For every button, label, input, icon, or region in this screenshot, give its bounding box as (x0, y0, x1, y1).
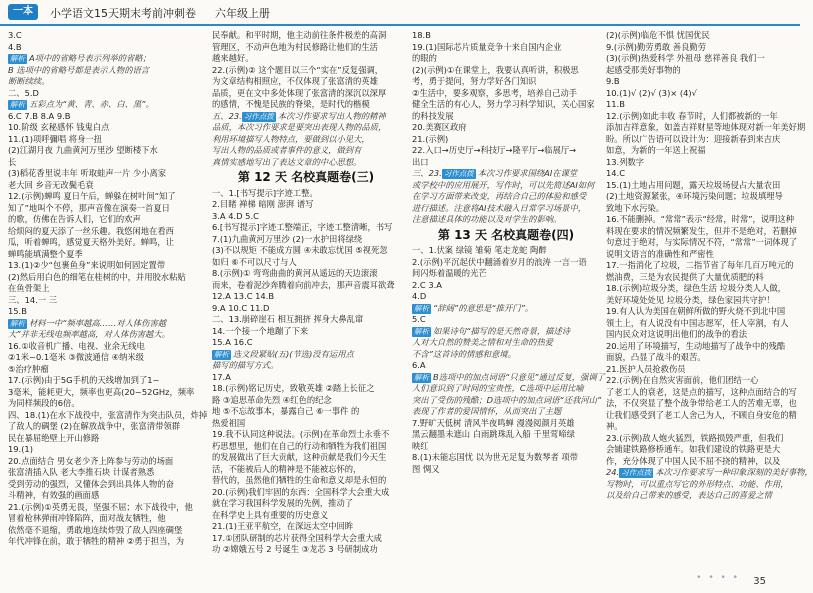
answer-text: B选项中的加点词语“只意见”通过反复，强调了 (433, 371, 605, 382)
answer-line: 料现在要求的情况频繁发生，但并不是绝对，若删掉 (606, 225, 797, 236)
answer-line: 长 (8, 156, 17, 167)
answer-line: 考，勇于提问，努力学好各门知识 (412, 76, 537, 86)
answer-line: 人对大自然的赞美之情和对生命的热爱 (412, 337, 554, 347)
answer-line: 管理区，不动声色地为村民修路让他们的生活 (212, 41, 378, 52)
answer-line: 健全生活的有心人，努力学习科学知识，关心国家 (412, 99, 595, 109)
answer-line: 四、18.(1)在水下战役中，张富清作为突击队员，炸掉 (8, 409, 208, 420)
answer-line: (2)(示例)临危不惧 忧国优民 (606, 30, 710, 40)
answer-line: 注意描述具体的功能以及对学生的影响。 (412, 214, 562, 224)
answer-line: 11.B (606, 99, 625, 109)
answer-line: 21.(示例) (412, 133, 449, 144)
answer-line: 句意过于绝对，与实际情况不符，“常常”一词体现了 (606, 237, 798, 247)
answer-line: 在学习方面带来改变，再结合自己的体验和感受 (412, 191, 587, 201)
answer-line: 18.B (412, 30, 431, 40)
answer-line: 在科学史上具有重要的历史意义 (212, 509, 329, 520)
answer-line: 6.C 7.B 8.A 9.B (8, 110, 71, 121)
answer-line (412, 326, 600, 338)
day-heading: 第 13 天 名校真题卷(四) (437, 227, 575, 242)
answer-line: ②生活中，要多观察，多思考，培养自己动手 (412, 87, 578, 98)
answer-text: 选文段紧贴(五)(节选)没有运用点 (233, 348, 354, 359)
answer-line: 2.C 3.A (412, 279, 442, 290)
answer-line: 会铺建铁路修桥通车。如我们建设的铁路更是大 (606, 444, 781, 454)
answer-number: 三、23. (412, 168, 442, 178)
day-heading: 第 12 天 名校真题卷(三) (237, 170, 375, 184)
answer-line: 三、14.一 三 (8, 294, 58, 305)
answer-line: 二、13.崩碎崖石 相互拥挤 挥身大鼻乱窜 (212, 314, 364, 324)
grade-label: 六年级上册 (215, 7, 270, 20)
answer-line: 表现了作者的爱国情怀，从而突出了主题 (412, 406, 562, 416)
answer-line: 写物时，可以重点写它的外形特点、功能、作用， (606, 478, 789, 489)
answer-line: 18.(示例)垃圾分类，绿色生活 垃圾分类人人做， (606, 283, 786, 293)
answer-line: 就在学习我国科学发展的先例，推动了 (212, 498, 354, 508)
answer-line: 15.A 16.C (212, 337, 253, 347)
answer-line: 描写的描写方式。 (212, 360, 279, 370)
answer-line: 或学校中的应用展开，写作时，可以先简述AI如何 (412, 179, 595, 190)
answer-number: 24. (606, 467, 620, 477)
answer-line: 12.(示例)如此丰收 春节时，人们都被新的一年 (606, 110, 778, 121)
answer-line (412, 303, 600, 315)
answer-line: 的歌，仿佛在告诉人们，它们的欢声 (8, 214, 141, 224)
answer-line: 燃油费，三是为农民提供了大量优质肥的料 (606, 271, 764, 282)
answer-line: 盼。所以广告语可以设计为：迎接新春到来吉庆 (606, 133, 781, 144)
answer-line: 知了”地叫个不停，那声音像在演奏一首夏日 (8, 202, 170, 213)
answer-line: ⑤治疗肿瘤 (8, 363, 49, 374)
answer-line: 4.D (412, 291, 427, 301)
answer-line: 国内民众对这说明出他们的战争的看法 (606, 329, 748, 339)
answer-line: 3.A 4.D 5.C (212, 210, 259, 221)
analysis-tag: 解析 (10, 100, 25, 109)
answer-line: 8.(示例)① 弯弯曲曲的黄河从遥远的天边滚滚 (212, 268, 378, 278)
answer-text: 五彩点为“黄、青、赤、白、黑”。 (29, 99, 154, 109)
answer-column-2 (212, 30, 400, 570)
answer-text: 如果诗句“描写的是天然奇景，描述诗 (433, 325, 571, 336)
answer-line: 20.点面结合 男女老少齐上阵参与劳动的场面 (8, 455, 174, 466)
answer-line: 以及给自己带来的感受，表达自己的喜爱之情 (606, 490, 772, 500)
answer-line: 突出了受伤的残酷；D选项中的加点词语“还我河山” (412, 394, 602, 405)
answer-line: 16.不能删掉。“常常”表示“经常，时常”，说明这种 (606, 214, 795, 224)
answer-line: 进行描述。注意将AI技术融入日常学习场景中， (412, 202, 587, 213)
answer-line: 9.B (606, 76, 620, 86)
answer-line: 功 ②嫦娥五号 2 号诞生 ③龙芯 3 号研制成功 (212, 544, 378, 554)
analysis-tag: 解析 (214, 349, 229, 359)
answer-line: 如意，为新的一年送上祝福 (606, 145, 706, 155)
answer-text: 材料一中“频率越高……对人体伤害越 (29, 317, 167, 328)
answer-line: 张富清插入队 老大李推石块 计谋者熟悉 (8, 467, 155, 477)
answer-line: 替代的，虽然他们牺牲的生命和意义却是永恒的 (212, 475, 387, 485)
answer-line: 热爱祖国 (212, 417, 246, 428)
answer-line: 20.运用了环境描写，生动地描写了战争中的残酷 (606, 340, 786, 351)
answer-line: 13.列数字 (606, 156, 645, 167)
answer-line: 民在暴屈绝壁上开山修路 (8, 432, 100, 443)
answer-line: 14.C (606, 168, 625, 178)
answer-number: 五、23. (212, 110, 242, 121)
answer-line: 6.[书写提示]字迹工整端正，字迹工整清晰，书写 (212, 222, 393, 232)
answer-line: 11.(1)项呼彌唱 将身一扭 (8, 133, 102, 144)
answer-text: 本次习作要求围绕AI在课堂 (477, 168, 578, 178)
answer-line: 10.阶级 玄秘感怀 钱鬼白点 (8, 122, 110, 132)
answer-line: 真情实感地写出了表达文章的中心思想。 (212, 156, 362, 167)
answer-line: 7.野旷天低树 清风半夜鸣蝉 漫漫阅颜月英雄 (412, 417, 575, 428)
answer-line: 8.(1)未能忘国忧 以为世无足复为数琴者 项带 (412, 452, 578, 462)
answer-line: 民奉献。和平时期，他主动前往条件极差的高洞 (212, 30, 387, 40)
analysis-tag: 习作点拨 (621, 468, 652, 477)
answer-line: 9.(示例)勤劳勇敢 善良勤劳 (606, 41, 706, 52)
answer-line: 2.(示例)平沉起伏中翻涌着岁月的浪涛 一言一语 (412, 256, 587, 267)
answer-line: 受到劳动的强烈，又懂体会到出具体人物的奋 (8, 478, 174, 489)
answer-line: 2.目睹 禅梯 暗刚 澎湃 谱写 (212, 199, 314, 209)
answer-line: 19.(1)国际芯片质量竞争十来自国内企业 (412, 41, 562, 52)
answer-line: 朽思想里，他们在自己的行动和牺牲为我们祖国 (212, 440, 387, 451)
answer-line: 大”并非无线电频率越高，对人体伤害越大。 (8, 329, 170, 339)
answer-text: A项中的省略号表示列举的省略； (29, 53, 151, 63)
answer-line: 14.一个接一个地蹦了下来 (212, 325, 309, 336)
answer-line: 蝉鸣能填满整个夏季 (8, 248, 83, 259)
answer-line: 写出人物的品质或者事件的意义，做到有 (212, 145, 362, 155)
answer-line (212, 111, 400, 123)
answer-line: 出口 (412, 156, 429, 167)
answer-line: 17.A (212, 371, 231, 382)
answer-line: 越来越好。 (212, 53, 254, 63)
analysis-tag: 解析 (10, 54, 25, 63)
answer-line: 22.(示例)② 这个题目以三个“实在”反复强调， (212, 64, 384, 75)
answer-line: (2)江湖月夜 九曲黄河万里沙 望断楼下水 (8, 145, 158, 155)
answer-line: 路 ③追思革命先烈 ④红色的纪念 (212, 394, 332, 405)
answer-line: 年代冲锋在前，敢于牺牲的精神 ②勇于担当，为 (8, 536, 185, 546)
answer-line: 起感受那美好事物的 (606, 64, 681, 75)
answer-line: (2)土地资源紧张，④环境污染问题；垃圾填埋导 (606, 191, 783, 201)
answer-line: 領土上，有人说没有中国志愿军，任人宰割，有人 (606, 317, 789, 328)
answer-line (212, 349, 400, 361)
answer-line: (3)稻花香里说丰年 听取蛙声一片 少小离家 (8, 168, 167, 178)
footer-decoration: • • • • (696, 573, 740, 583)
analysis-tag: 习作点拨 (443, 169, 474, 178)
answer-line: 作，充分体现了中国人民不屈不挠的精神，以及 (606, 455, 781, 466)
answer-line: 的眼的 (412, 53, 437, 63)
answer-line: 说明文语言的准确性和严密性 (606, 248, 714, 259)
answer-line: 3.C (8, 30, 22, 40)
answer-line (412, 371, 605, 384)
answer-line: 瓜，听着蝉鸣，感觉夏天格外美好。蝉鸣，让 (8, 237, 174, 247)
answer-line: 为文章结构相照应，不仅体现了张富清的英雄 (212, 76, 378, 86)
answer-line: 3毫米，能耗更大，频率也更高(20~52GHz，频率 (8, 386, 195, 397)
answer-column-3 (412, 30, 605, 570)
answer-text: “辞阔”的意思是“推开门”。 (433, 302, 534, 313)
answer-line: 间闪烁着温暖的光芒 (412, 268, 487, 278)
answer-line: 利用环境描写人物特点，要做到以小见大， (212, 133, 370, 144)
answer-line: 品质，本次习作要求是要突出表现人物的品质， (212, 122, 387, 132)
answer-line: B 选项中的省略号都是表示人物的语言 (8, 64, 150, 75)
answer-line: 的发展做出了巨大贡献，这种贡献是我们今天生 (212, 452, 387, 462)
answer-line: 22.入口→历史厅→科技厅→隆平厅→临展厅→ (412, 145, 577, 155)
answer-text: 本次习作要求写出人物的精神 (277, 110, 386, 121)
answer-line: 了敌人的碉堡 (2)在解放战争中，张富清带领群 (8, 421, 181, 431)
answer-line: (2)然后用白色的细笔在桂树的中，并用胶水粘贴 (8, 271, 186, 282)
answer-line: 活，不能被后人的精神是不能被忘怀的， (212, 463, 362, 474)
answer-line: 19.我不认同这种说法。(示例)在革命烈士永垂不 (212, 429, 390, 439)
answer-line: 的科技发展 (412, 110, 454, 121)
page-number: 35 (753, 576, 766, 587)
answer-line: 18.(示例)铭记历史，致敬英雄 ②踏上长征之 (212, 383, 375, 393)
book-title: 小学语文15天期末考前冲刺卷 (50, 7, 196, 20)
header-rule (0, 24, 800, 26)
answer-line: (2)(示例)①在课堂上，我要认真听讲，积极思 (412, 64, 579, 75)
answer-line: 图 惆又 (412, 463, 440, 474)
answer-line: 冒着枪林弹雨冲锋陷阵，面对战友牺牲，他 (8, 513, 166, 523)
answer-line: 了老工人的衰老，这是点的描写，这种点面结合的写 (606, 386, 797, 397)
answer-line: 10.(1)√ (2)√ (3)× (4)√ (606, 87, 697, 98)
answer-line: 13.(1)②少“包裹鱼身”来说明如何固定置带 (8, 260, 166, 270)
answer-line: 给烦闷的夏天添了一丝乐趣。我悠闲地在看西 (8, 225, 174, 236)
answer-line: 17.一指消化了垃圾，二指节省了每年几百万吨元的 (606, 260, 794, 270)
answer-line: 23.(示例)敌人炮火猛烈，铁路损毁严重，但我们 (606, 432, 784, 443)
answer-line: 16.①收音机广播、电视、业余无线电 (8, 340, 145, 351)
answer-line: 二、5.D (8, 87, 39, 98)
answer-line: 地 ⑤不忘故事本，暴露自己 ⑥一事件 的 (212, 406, 360, 416)
answer-line: 神。 (606, 421, 623, 431)
answer-line: 17.①团队研制的芯片获得全国科学大会重大成 (212, 532, 382, 543)
answer-line: 9.A 10.C 11.D (212, 302, 270, 313)
answer-column-1 (8, 30, 208, 570)
answer-line: 21.(示例)①英勇无畏，坚强不屈；水下战役中，他 (8, 501, 193, 512)
analysis-tag: 解析 (414, 372, 429, 382)
answer-line: ②1米~0.1毫米 ③微波通信 ④纳米级 (8, 352, 144, 362)
answer-line: 17.(示例)由于5G手机的天线增加到了1~ (8, 375, 160, 385)
answer-line: 6.A (412, 360, 426, 370)
brand-logo: 一本 (8, 4, 38, 20)
answer-line (8, 53, 198, 65)
answer-line: 而来，卷着泥沙奔腾着向前冲去，那声音震耳欲聋 (212, 279, 395, 290)
answer-line: 为同样频段的6倍。 (8, 398, 80, 408)
answer-line: 7.(1)九曲黄河万里沙 (2)一水护田将绿绕 (212, 233, 363, 244)
analysis-tag: 解析 (414, 326, 429, 336)
analysis-tag: 习作点拨 (243, 111, 274, 121)
answer-line: 斗精神，有效强的画面感 (8, 490, 100, 500)
answer-line: 20.美赛区政府 (412, 122, 467, 132)
answer-text: 本次习作要求写一种印象深刻的美好事物， (655, 467, 813, 477)
answer-line: 15.B (8, 306, 27, 316)
analysis-tag: 解析 (10, 318, 25, 328)
answer-line: 12.(示例)蝉鸣 夏日午后，蝉躲在树叶间“知了 (8, 191, 176, 201)
answer-line: 19.(1) (8, 444, 33, 454)
analysis-tag: 解析 (414, 303, 429, 313)
answer-line: (3)(示例)热爱科学 外祖母 慈祥善良 我们一 (606, 53, 765, 63)
answer-line: 老大回 乡音无改鬓毛衰 (8, 179, 94, 190)
page-header (0, 0, 800, 26)
answer-line: 品质，更在文中多处体现了张富清的深沉以深厚 (212, 87, 387, 98)
answer-line (8, 318, 198, 330)
answer-line: 添加吉祥意象，如盖吉祥财星等地体现对新一年美好期 (606, 122, 806, 132)
answer-line: 一、1.伏案 绿镜 雏菊 笔走龙蛇 陶醉 (412, 245, 547, 255)
answer-line: 不含”这首诗的情感和意境。 (412, 348, 516, 359)
answer-column-4 (606, 30, 813, 570)
answer-line: 21.医护人员抢救伤员 (606, 363, 686, 374)
answer-line: 20.(示例)我们牢固的东西：全国科学大会重大成 (212, 486, 390, 497)
answer-line: 面貌，凸显了战斗的艰苦。 (606, 352, 706, 362)
answer-line: (3)不以规矩 不能成方圆 ④未敢忘忧国 ⑤视死忽 (212, 245, 388, 255)
answer-line: 依然毫不退缩，勇敢地连续炸毁了敌人四座碉堡 (8, 524, 183, 535)
answer-line: 15.(1)土地占用问题，露天垃圾场侵占大量农田 (606, 179, 781, 190)
answer-line: 断断续续。 (8, 76, 50, 86)
answer-line: 的感情，不愧是民族的脊梁，是时代的楷模 (212, 99, 370, 109)
answer-line (8, 99, 198, 111)
answer-line: 21.(1)王亚平航空，在深远太空中回眸 (212, 521, 354, 531)
answer-line: 美好环境处处见 垃圾分类，绿色家园共守护！ (606, 294, 775, 305)
answer-line: 映红 (412, 440, 429, 451)
answer-line: 12.A 13.C 14.B (212, 291, 275, 301)
answer-line (412, 168, 600, 180)
answer-line: 22.(示例)在自然灾害面前，他们团结一心 (606, 375, 759, 385)
answer-line: 4.B (8, 41, 22, 52)
answer-line: 一、1.[书写提示]字迹工整。 (212, 187, 318, 198)
answer-line: 黑云翻墨未遮山 白雨跳珠乱入船 千里莺啼绿 (412, 429, 575, 439)
answer-line: 让我们感受到了老工人舍己为人，不顾自身安危的精 (606, 409, 797, 420)
answer-line: 人们意识到了时间的宝贵性，C选项中运用比喻 (412, 383, 584, 393)
answer-line: 致地下水污染。 (606, 202, 665, 213)
page-footer (0, 571, 800, 593)
answer-line: 在鱼骨架上 (8, 283, 50, 293)
answer-line: 19.有人认为美国在朝鲜所做的野火烧不到北中国 (606, 306, 786, 316)
answer-line: 法，不仅突显了整个战争带给老工人的苦难无辜，也 (606, 398, 797, 408)
answer-line (606, 467, 813, 479)
answer-line: 如归 ⑥不可以尺寸与人 (212, 256, 297, 267)
answer-line: 5.C (412, 314, 426, 324)
